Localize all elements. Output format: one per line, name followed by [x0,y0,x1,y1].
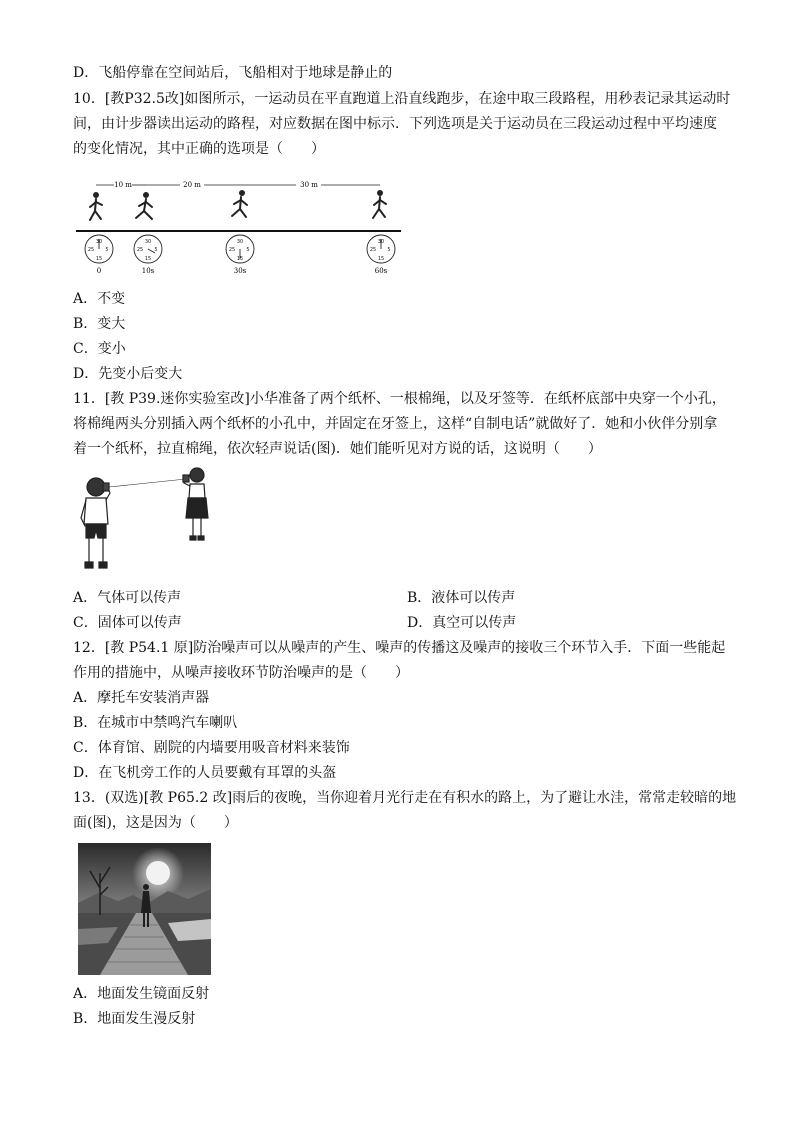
distance-label-3: 30 m [300,181,318,189]
svg-text:30: 30 [144,239,152,245]
runner-stopwatch-figure [76,178,406,278]
svg-text:25: 25 [369,247,377,253]
svg-text:25: 25 [228,247,236,253]
question-10-option-b: B．变大 [73,316,126,332]
girl-figure-icon [183,468,208,540]
time-label-4: 60s [374,267,388,275]
question-12-stem-line-1: 12．[教 P54.1 原]防治噪声可以从噪声的产生、噪声的传播这及噪声的接收三个环节入手．下面一些能起 [73,640,726,656]
string-telephone-figure [76,466,216,578]
question-13-stem-line-1: 13．(双选)[教 P65.2 改]雨后的夜晚，当你迎着月光行走在有积水的路上，为了避让水洼，常常走较暗的地 [73,790,737,806]
question-13-option-a: A．地面发生镜面反射 [73,986,210,1002]
question-10-stem-line-3: 的变化情况，其中正确的选项是（ ） [73,141,325,157]
question-11-option-c: C．固体可以传声 [73,615,182,631]
runner-icon [232,190,247,217]
question-10-option-d: D．先变小后变大 [73,366,183,382]
question-12-option-c: C．体育馆、剧院的内墙要用吸音材料来装饰 [73,740,350,756]
question-13-stem-line-2: 面(图)，这是因为（ ） [73,815,238,831]
question-11-option-a: A．气体可以传声 [73,590,182,606]
question-10-stem-line-2: 间，由计步器读出运动的路程，对应数据在图中标示．下列选项是关于运动员在三段运动过程中平均速度 [73,116,717,132]
moon-icon [146,861,170,885]
question-10-stem-line-1: 10．[教P32.5改]如图所示，一运动员在平直跑道上沿直线跑步，在途中取三段路程，用秒表记录其运动时 [73,91,731,107]
runner-icon [373,190,386,218]
svg-text:5: 5 [246,247,250,253]
question-13-option-b: B．地面发生漫反射 [73,1011,196,1027]
time-label-1: 0 [96,267,102,275]
svg-text:15: 15 [95,256,103,262]
moonlit-path-photo [78,843,211,975]
question-10-option-a: A．不变 [73,291,126,307]
svg-text:15: 15 [144,256,152,262]
distance-label-1: 10 m [114,181,132,189]
svg-text:5: 5 [105,247,109,253]
distance-label-2: 20 m [183,181,201,189]
time-label-3: 30s [233,267,247,275]
question-11-stem-line-1: 11．[教 P39.迷你实验室改]小华准备了两个纸杯、一根棉绳，以及牙签等．在纸杯底部中央穿一个小孔， [73,391,726,407]
runner-icon [136,192,152,219]
question-10-option-c: C．变小 [73,341,126,357]
question-12-option-a: A．摩托车安装消声器 [73,690,210,706]
question-12-stem-line-2: 作用的措施中，从噪声接收环节防治噪声的是（ ） [73,665,409,681]
svg-text:30: 30 [95,239,103,245]
svg-text:15: 15 [236,256,244,262]
question-11-option-b: B．液体可以传声 [407,590,516,606]
svg-text:30: 30 [377,239,385,245]
question-12-option-b: B．在城市中禁鸣汽车喇叭 [73,715,238,731]
question-11-option-d: D．真空可以传声 [407,615,517,631]
runner-icon [90,192,102,220]
question-12-option-d: D．在飞机旁工作的人员要戴有耳罩的头盔 [73,765,337,781]
svg-text:5: 5 [154,247,158,253]
svg-text:30: 30 [236,239,244,245]
time-label-2: 10s [141,267,155,275]
question-11-stem-line-2: 将棉绳两头分别插入两个纸杯的小孔中，并固定在牙签上，这样“自制电话”就做好了．她和小伙伴分别拿 [73,416,718,432]
svg-text:25: 25 [87,247,95,253]
question-11-stem-line-3: 着一个纸杯，拉直棉绳，依次轻声说话(图)．她们能听见对方说的话，这说明（ ） [73,441,602,457]
boy-figure-icon [81,478,110,568]
question-9-option-d: D．飞船停靠在空间站后，飞船相对于地球是静止的 [73,65,393,81]
cotton-string [109,479,186,487]
svg-text:15: 15 [377,256,385,262]
svg-text:5: 5 [387,247,391,253]
svg-text:25: 25 [136,247,144,253]
